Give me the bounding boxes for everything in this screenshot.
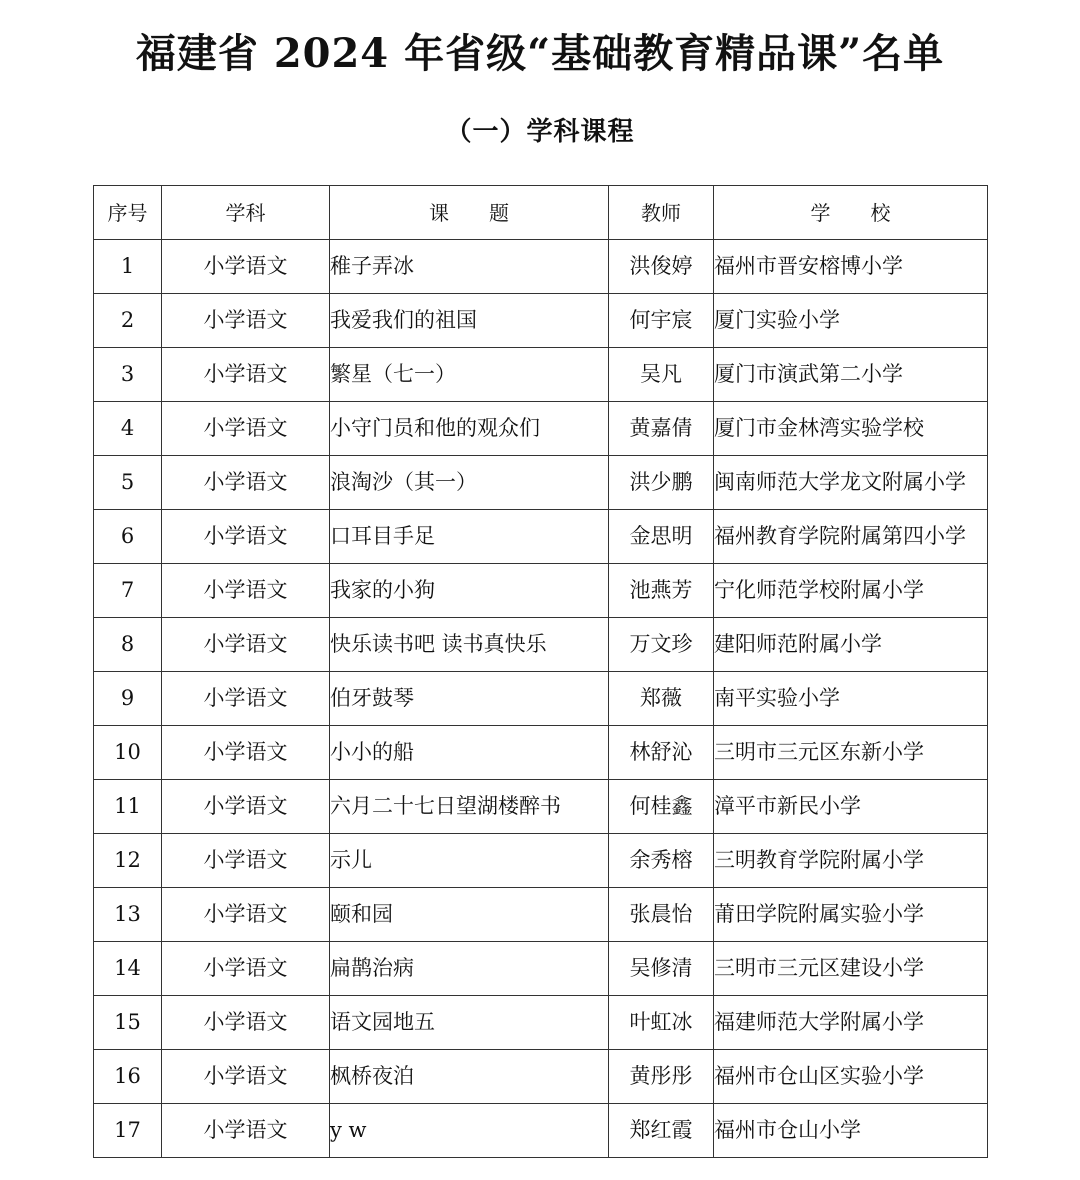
cell-school: 三明教育学院附属小学 xyxy=(714,834,988,888)
cell-school: 厦门实验小学 xyxy=(714,294,988,348)
cell-number: 15 xyxy=(94,996,162,1050)
table-row xyxy=(94,996,988,1050)
cell-topic: 扁鹊治病 xyxy=(330,942,609,996)
cell-school: 厦门市金林湾实验学校 xyxy=(714,402,988,456)
cell-subject: 小学语文 xyxy=(162,1050,330,1104)
cell-school: 南平实验小学 xyxy=(714,672,988,726)
header-teacher: 教师 xyxy=(609,186,714,240)
table-row xyxy=(94,294,988,348)
cell-number: 3 xyxy=(94,348,162,402)
cell-school: 福州市晋安榕博小学 xyxy=(714,240,988,294)
cell-subject: 小学语文 xyxy=(162,672,330,726)
cell-topic: 六月二十七日望湖楼醉书 xyxy=(330,780,609,834)
table-row xyxy=(94,456,988,510)
table-row xyxy=(94,726,988,780)
cell-number: 8 xyxy=(94,618,162,672)
cell-teacher: 郑薇 xyxy=(609,672,714,726)
cell-topic: 繁星（七一） xyxy=(330,348,609,402)
cell-subject: 小学语文 xyxy=(162,780,330,834)
table-row xyxy=(94,1050,988,1104)
table-row xyxy=(94,402,988,456)
cell-subject: 小学语文 xyxy=(162,1104,330,1158)
cell-topic: 口耳目手足 xyxy=(330,510,609,564)
cell-number: 12 xyxy=(94,834,162,888)
table-row xyxy=(94,564,988,618)
cell-teacher: 黄嘉倩 xyxy=(609,402,714,456)
cell-number: 6 xyxy=(94,510,162,564)
header-number: 序号 xyxy=(94,186,162,240)
cell-number: 16 xyxy=(94,1050,162,1104)
cell-teacher: 郑红霞 xyxy=(609,1104,714,1158)
table-row xyxy=(94,1104,988,1158)
cell-teacher: 林舒沁 xyxy=(609,726,714,780)
cell-teacher: 万文珍 xyxy=(609,618,714,672)
cell-number: 10 xyxy=(94,726,162,780)
table-row xyxy=(94,348,988,402)
cell-teacher: 何桂鑫 xyxy=(609,780,714,834)
cell-topic: 我爱我们的祖国 xyxy=(330,294,609,348)
document-title: 福建省 2024 年省级“基础教育精品课”名单 xyxy=(135,30,945,77)
cell-number: 7 xyxy=(94,564,162,618)
cell-subject: 小学语文 xyxy=(162,564,330,618)
table-row xyxy=(94,780,988,834)
cell-school: 厦门市演武第二小学 xyxy=(714,348,988,402)
cell-school: 建阳师范附属小学 xyxy=(714,618,988,672)
cell-school: 福建师范大学附属小学 xyxy=(714,996,988,1050)
cell-school: 莆田学院附属实验小学 xyxy=(714,888,988,942)
table-row xyxy=(94,240,988,294)
cell-subject: 小学语文 xyxy=(162,726,330,780)
table-header-row xyxy=(94,186,988,240)
cell-teacher: 洪少鹏 xyxy=(609,456,714,510)
cell-teacher: 黄彤彤 xyxy=(609,1050,714,1104)
cell-teacher: 金思明 xyxy=(609,510,714,564)
table-row xyxy=(94,672,988,726)
cell-number: 17 xyxy=(94,1104,162,1158)
cell-subject: 小学语文 xyxy=(162,348,330,402)
table-row xyxy=(94,510,988,564)
cell-subject: 小学语文 xyxy=(162,618,330,672)
cell-topic: 颐和园 xyxy=(330,888,609,942)
cell-subject: 小学语文 xyxy=(162,834,330,888)
cell-subject: 小学语文 xyxy=(162,402,330,456)
table-row xyxy=(94,888,988,942)
header-school: 学 校 xyxy=(714,186,988,240)
table-row xyxy=(94,942,988,996)
cell-school: 福州教育学院附属第四小学 xyxy=(714,510,988,564)
cell-teacher: 吴修清 xyxy=(609,942,714,996)
table-row xyxy=(94,834,988,888)
cell-topic: 小小的船 xyxy=(330,726,609,780)
cell-school: 三明市三元区建设小学 xyxy=(714,942,988,996)
cell-subject: 小学语文 xyxy=(162,294,330,348)
cell-school: 漳平市新民小学 xyxy=(714,780,988,834)
cell-teacher: 洪俊婷 xyxy=(609,240,714,294)
cell-topic: 伯牙鼓琴 xyxy=(330,672,609,726)
cell-number: 11 xyxy=(94,780,162,834)
cell-topic: 示儿 xyxy=(330,834,609,888)
cell-number: 5 xyxy=(94,456,162,510)
cell-subject: 小学语文 xyxy=(162,942,330,996)
cell-topic: 小守门员和他的观众们 xyxy=(330,402,609,456)
cell-subject: 小学语文 xyxy=(162,888,330,942)
cell-teacher: 吴凡 xyxy=(609,348,714,402)
cell-subject: 小学语文 xyxy=(162,456,330,510)
cell-subject: 小学语文 xyxy=(162,996,330,1050)
cell-teacher: 池燕芳 xyxy=(609,564,714,618)
course-list-table xyxy=(93,185,988,1158)
cell-school: 宁化师范学校附属小学 xyxy=(714,564,988,618)
cell-topic: 语文园地五 xyxy=(330,996,609,1050)
header-topic: 课 题 xyxy=(330,186,609,240)
cell-school: 福州市仓山小学 xyxy=(714,1104,988,1158)
table-row xyxy=(94,618,988,672)
cell-teacher: 叶虹冰 xyxy=(609,996,714,1050)
cell-school: 福州市仓山区实验小学 xyxy=(714,1050,988,1104)
cell-topic: y w xyxy=(330,1104,609,1158)
cell-topic: 枫桥夜泊 xyxy=(330,1050,609,1104)
cell-topic: 我家的小狗 xyxy=(330,564,609,618)
cell-school: 三明市三元区东新小学 xyxy=(714,726,988,780)
cell-number: 13 xyxy=(94,888,162,942)
cell-teacher: 余秀榕 xyxy=(609,834,714,888)
cell-number: 14 xyxy=(94,942,162,996)
cell-number: 1 xyxy=(94,240,162,294)
cell-school: 闽南师范大学龙文附属小学 xyxy=(714,456,988,510)
header-subject: 学科 xyxy=(162,186,330,240)
cell-subject: 小学语文 xyxy=(162,510,330,564)
cell-number: 4 xyxy=(94,402,162,456)
cell-number: 2 xyxy=(94,294,162,348)
cell-teacher: 何宇宸 xyxy=(609,294,714,348)
section-subtitle: （一）学科课程 xyxy=(445,117,635,147)
cell-teacher: 张晨怡 xyxy=(609,888,714,942)
cell-subject: 小学语文 xyxy=(162,240,330,294)
cell-topic: 快乐读书吧 读书真快乐 xyxy=(330,618,609,672)
cell-topic: 浪淘沙（其一） xyxy=(330,456,609,510)
cell-number: 9 xyxy=(94,672,162,726)
cell-topic: 稚子弄冰 xyxy=(330,240,609,294)
table-body xyxy=(94,240,988,1158)
